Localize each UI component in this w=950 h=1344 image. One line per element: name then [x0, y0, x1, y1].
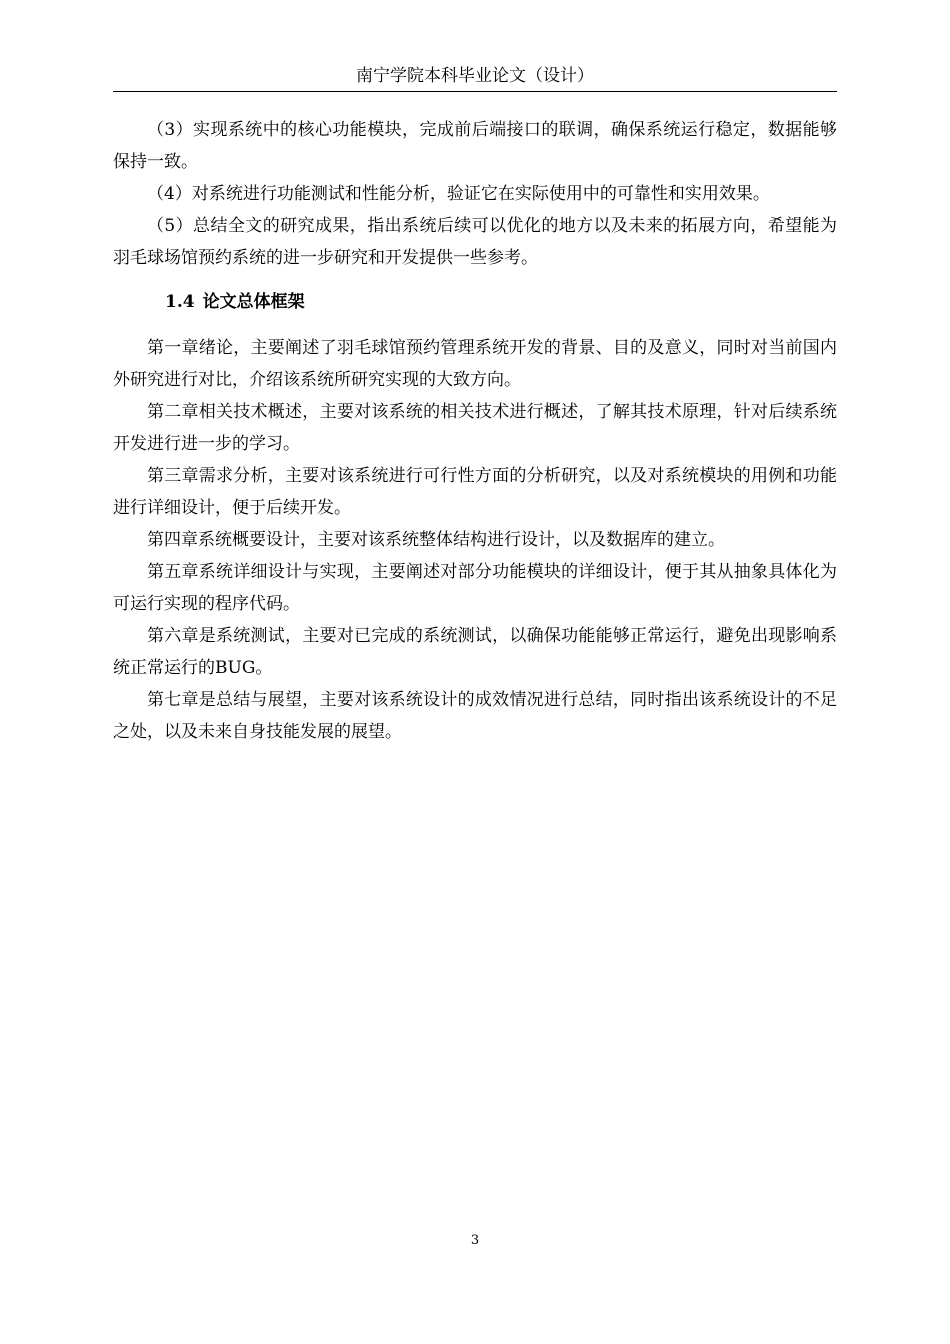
chapter-4-paragraph: 第四章系统概要设计，主要对该系统整体结构进行设计，以及数据库的建立。: [147, 530, 725, 550]
header-divider: [113, 91, 837, 92]
chapter-1-paragraph: 第一章绪论，主要阐述了羽毛球馆预约管理系统开发的背景、目的及意义，同时对当前国内外研究进行对比，介绍该系统所研究实现的大致方向。: [113, 338, 837, 390]
chapter-2-paragraph: 第二章相关技术概述，主要对该系统的相关技术进行概述，了解其技术原理，针对后续系统开发进行进一步的学习。: [113, 402, 837, 454]
page-header-title: 南宁学院本科毕业论文（设计）: [356, 66, 594, 86]
chapter-5-paragraph: 第五章系统详细设计与实现，主要阐述对部分功能模块的详细设计，便于其从抽象具体化为可运行实现的程序代码。: [113, 562, 837, 614]
section-heading: [113, 286, 837, 318]
objective-paragraph-3: （3）实现系统中的核心功能模块，完成前后端接口的联调，确保系统运行稳定，数据能够保持一致。: [113, 120, 837, 172]
objective-paragraph-4: （4）对系统进行功能测试和性能分析，验证它在实际使用中的可靠性和实用效果。: [147, 184, 770, 204]
chapter-6-paragraph: 第六章是系统测试，主要对已完成的系统测试，以确保功能能够正常运行，避免出现影响系统正常运行的BUG。: [113, 626, 837, 678]
page-number: 3: [470, 1233, 480, 1248]
section-title: 论文总体框架: [202, 292, 305, 312]
section-number: 1.4: [165, 292, 195, 312]
chapter-3-paragraph: 第三章需求分析，主要对该系统进行可行性方面的分析研究，以及对系统模块的用例和功能进行详细设计，便于后续开发。: [113, 466, 837, 518]
document-body: [113, 114, 837, 748]
chapter-7-paragraph: 第七章是总结与展望，主要对该系统设计的成效情况进行总结，同时指出该系统设计的不足之处，以及未来自身技能发展的展望。: [113, 690, 837, 742]
objective-paragraph-5: （5）总结全文的研究成果，指出系统后续可以优化的地方以及未来的拓展方向，希望能为羽毛球场馆预约系统的进一步研究和开发提供一些参考。: [113, 216, 837, 268]
